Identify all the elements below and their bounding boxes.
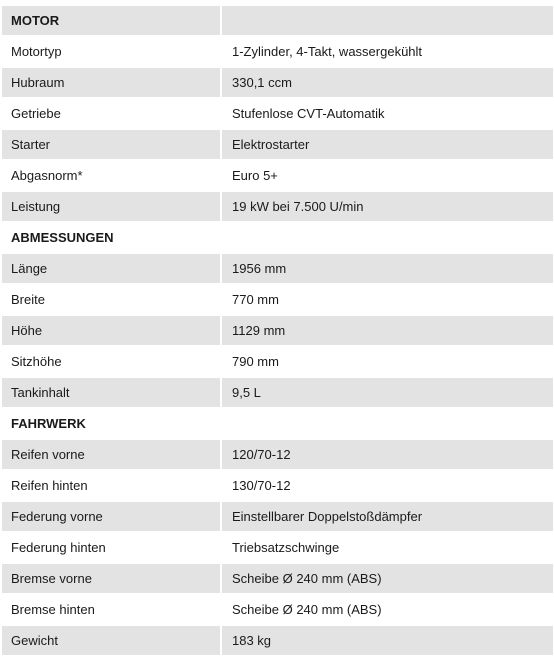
spec-label: Tankinhalt: [2, 378, 220, 407]
section-title: FAHRWERK: [2, 409, 220, 438]
spec-label: Starter: [2, 130, 220, 159]
table-row: [2, 347, 553, 376]
table-row: [2, 130, 553, 159]
spec-label: Sitzhöhe: [2, 347, 220, 376]
table-row: [2, 502, 553, 531]
spec-value: 770 mm: [220, 285, 553, 314]
table-row: [2, 99, 553, 128]
spec-value: Triebsatzschwinge: [220, 533, 553, 562]
spec-label: Motortyp: [2, 37, 220, 66]
spec-label: Höhe: [2, 316, 220, 345]
spec-value: Elektrostarter: [220, 130, 553, 159]
spec-value: 120/70-12: [220, 440, 553, 469]
spec-label: Reifen hinten: [2, 471, 220, 500]
section-header-abmessungen: [2, 223, 553, 252]
spec-label: Federung vorne: [2, 502, 220, 531]
section-title-empty: [220, 223, 553, 252]
table-row: [2, 192, 553, 221]
spec-label: Federung hinten: [2, 533, 220, 562]
spec-value: 1-Zylinder, 4-Takt, wassergekühlt: [220, 37, 553, 66]
table-row: [2, 595, 553, 624]
table-row: [2, 533, 553, 562]
table-row: [2, 626, 553, 655]
spec-value: 19 kW bei 7.500 U/min: [220, 192, 553, 221]
table-row: [2, 37, 553, 66]
table-row: [2, 440, 553, 469]
table-row: [2, 564, 553, 593]
table-row: [2, 254, 553, 283]
section-title: MOTOR: [2, 6, 220, 35]
spec-label: Leistung: [2, 192, 220, 221]
spec-value: 130/70-12: [220, 471, 553, 500]
spec-label: Abgasnorm*: [2, 161, 220, 190]
spec-label: Hubraum: [2, 68, 220, 97]
spec-value: 183 kg: [220, 626, 553, 655]
spec-value: 9,5 L: [220, 378, 553, 407]
spec-label: Länge: [2, 254, 220, 283]
spec-label: Bremse vorne: [2, 564, 220, 593]
spec-label: Breite: [2, 285, 220, 314]
section-header-fahrwerk: [2, 409, 553, 438]
section-title-empty: [220, 409, 553, 438]
table-row: [2, 378, 553, 407]
spec-label: Reifen vorne: [2, 440, 220, 469]
spec-label: Bremse hinten: [2, 595, 220, 624]
table-row: [2, 285, 553, 314]
spec-table: [2, 4, 553, 657]
table-row: [2, 68, 553, 97]
spec-table-body: [2, 6, 553, 655]
spec-value: Stufenlose CVT-Automatik: [220, 99, 553, 128]
spec-value: 1129 mm: [220, 316, 553, 345]
spec-value: 330,1 ccm: [220, 68, 553, 97]
spec-value: Einstellbarer Doppelstoßdämpfer: [220, 502, 553, 531]
spec-label: Getriebe: [2, 99, 220, 128]
spec-label: Gewicht: [2, 626, 220, 655]
spec-value: Scheibe Ø 240 mm (ABS): [220, 595, 553, 624]
spec-value: Scheibe Ø 240 mm (ABS): [220, 564, 553, 593]
table-row: [2, 161, 553, 190]
section-title: ABMESSUNGEN: [2, 223, 220, 252]
spec-value: 790 mm: [220, 347, 553, 376]
table-row: [2, 316, 553, 345]
section-header-motor: [2, 6, 553, 35]
table-row: [2, 471, 553, 500]
spec-value: Euro 5+: [220, 161, 553, 190]
spec-value: 1956 mm: [220, 254, 553, 283]
section-title-empty: [220, 6, 553, 35]
